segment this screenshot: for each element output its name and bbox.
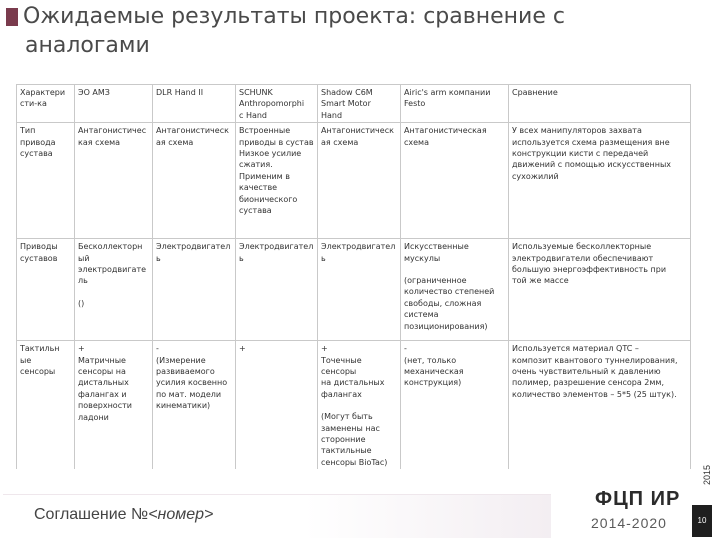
cell-text-line: (ограниченное xyxy=(404,276,467,286)
title-accent-bar xyxy=(6,8,18,26)
cell-text-line: бионического xyxy=(239,194,298,204)
table-header-cell xyxy=(75,85,153,123)
cell-text-line: очень чувствительный к давлению xyxy=(512,367,661,377)
cell-text-line: количество элементов – 5*5 (25 штук). xyxy=(512,389,677,399)
cell-text-line: ая схема xyxy=(156,137,194,147)
cell-text-line: той же массе xyxy=(512,276,569,286)
cell-text-line: привода xyxy=(20,137,56,147)
cell-text-line: количество степеней xyxy=(404,287,495,297)
page-title-line-2: аналогами xyxy=(25,33,150,58)
side-year-label: 2015 xyxy=(702,464,712,485)
cell-text-line: сустава xyxy=(239,206,272,216)
cell-text-line: + xyxy=(239,344,246,354)
table-cell xyxy=(318,341,401,470)
table-cell xyxy=(401,123,509,239)
cell-text-line: кинематики) xyxy=(156,401,211,411)
cell-text-line: Бесколлекторн xyxy=(78,242,143,252)
cell-text-line: на дистальных xyxy=(321,378,385,388)
cell-text-line: ь xyxy=(156,253,161,263)
footer xyxy=(0,484,720,540)
cell-text-line: SCHUNK xyxy=(239,88,273,97)
cell-text-line: система xyxy=(404,310,439,320)
table-cell xyxy=(17,123,75,239)
table-cell xyxy=(236,239,318,341)
cell-text-line: Тип xyxy=(20,126,36,136)
table-cell xyxy=(236,123,318,239)
cell-text-line: (Измерение xyxy=(156,355,206,365)
cell-text-line xyxy=(78,287,150,298)
cell-text-line: (нет, только xyxy=(404,355,457,365)
cell-text-line: фалангах xyxy=(321,389,362,399)
cell-text-line: большую энергоэффективность при xyxy=(512,265,667,275)
cell-text-line: - xyxy=(404,344,407,354)
cell-text-line: сенсоры на xyxy=(78,367,126,377)
cell-text-line: - xyxy=(156,344,159,354)
table-row xyxy=(17,123,691,239)
cell-text-line: Характери xyxy=(20,88,66,97)
cell-text-line: ладони xyxy=(78,412,109,422)
cell-text-line: Антагонистичес xyxy=(78,126,147,136)
cell-text-line: полимер, разрешение сенсора 2мм, xyxy=(512,378,664,388)
cell-text-line: сустава xyxy=(20,149,53,159)
cell-text-line: Матричные xyxy=(78,355,126,365)
agreement-prefix: Соглашение № xyxy=(34,506,149,523)
program-years: 2014-2020 xyxy=(591,515,667,531)
cell-text-line: конструкции кисти с передачей xyxy=(512,149,649,159)
cell-text-line: Приводы xyxy=(20,242,58,252)
cell-text-line: электродвигате xyxy=(78,265,147,275)
cell-text-line: сенсоры BioTac) xyxy=(321,457,388,467)
table-cell xyxy=(509,123,691,239)
table-header-cell xyxy=(236,85,318,123)
cell-text-line: Антагонистическая xyxy=(404,126,487,136)
cell-text-line: Точечные xyxy=(321,355,362,365)
table-header-cell xyxy=(509,85,691,123)
table-header-cell xyxy=(318,85,401,123)
cell-text-line: + xyxy=(321,344,328,354)
cell-text-line: движений с помощью искусственных xyxy=(512,160,672,170)
page-title xyxy=(23,2,683,60)
cell-text-line: сторонние xyxy=(321,435,366,445)
cell-text-line: используется схема размещения вне xyxy=(512,137,670,147)
cell-text-line: ые xyxy=(20,355,32,365)
table-cell xyxy=(509,239,691,341)
cell-text-line: конструкция) xyxy=(404,378,462,388)
cell-text-line: усилия косвенно xyxy=(156,378,228,388)
table-cell xyxy=(318,239,401,341)
program-logo: ФЦП ИР xyxy=(595,488,681,510)
cell-text-line: c Hand xyxy=(239,110,268,120)
cell-text-line: DLR Hand II xyxy=(156,88,204,97)
cell-text-line: ль xyxy=(78,276,88,286)
cell-text-line: электродвигатели обеспечивают xyxy=(512,253,654,263)
cell-text-line: Применим в xyxy=(239,171,290,181)
cell-text-line: ая схема xyxy=(321,137,359,147)
cell-text-line: сухожилий xyxy=(512,171,559,181)
cell-text-line: Hand xyxy=(321,110,343,120)
cell-text-line: Низкое усилие xyxy=(239,149,302,159)
table-cell xyxy=(236,341,318,470)
cell-text-line: свободы, сложная xyxy=(404,298,482,308)
cell-text-line: У всех манипуляторов захвата xyxy=(512,126,642,136)
cell-text-line: фалангах и xyxy=(78,389,127,399)
cell-text-line: Электродвигател xyxy=(156,242,231,252)
table-cell xyxy=(509,341,691,470)
cell-text-line: механическая xyxy=(404,367,464,377)
table-cell xyxy=(17,341,75,470)
cell-text-line: Антагонистическ xyxy=(156,126,229,136)
table-cell xyxy=(153,239,236,341)
agreement-number: <номер> xyxy=(148,506,214,523)
cell-text-line: Festo xyxy=(404,99,426,109)
table-header-cell xyxy=(17,85,75,123)
cell-text-line: ь xyxy=(239,253,244,263)
cell-text-line xyxy=(321,400,398,411)
cell-text-line: кая схема xyxy=(78,137,121,147)
table-cell xyxy=(401,341,509,470)
cell-text-line: Антагонистическ xyxy=(321,126,394,136)
cell-text-line: качестве xyxy=(239,183,278,193)
cell-text-line: сенсоры xyxy=(20,367,56,377)
table-header-row xyxy=(17,85,691,123)
cell-text-line: Искусственные xyxy=(404,242,469,252)
cell-text-line: ь xyxy=(321,253,326,263)
agreement-text xyxy=(34,506,213,524)
cell-text-line: (Могут быть xyxy=(321,412,373,422)
cell-text-line: суставов xyxy=(20,253,58,263)
cell-text-line: Тактильн xyxy=(20,344,60,354)
table-cell xyxy=(17,239,75,341)
cell-text-line: мускулы xyxy=(404,253,441,263)
cell-text-line: + xyxy=(78,344,85,354)
cell-text-line: дистальных xyxy=(78,378,129,388)
table-row xyxy=(17,341,691,470)
table-row xyxy=(17,239,691,341)
cell-text-line: Используется материал QTC – xyxy=(512,344,639,354)
cell-text-line: сжатия. xyxy=(239,160,273,170)
page-title-line-1: Ожидаемые результаты проекта: сравнение с xyxy=(23,4,565,29)
cell-text-line: Airic's arm компании xyxy=(404,88,491,97)
comparison-table xyxy=(16,84,691,469)
cell-text-line: () xyxy=(78,298,85,308)
cell-text-line xyxy=(404,264,506,275)
cell-text-line: тактильные xyxy=(321,446,372,456)
cell-text-line: Shadow C6M xyxy=(321,88,373,97)
cell-text-line: Используемые бесколлекторные xyxy=(512,242,652,252)
table-cell xyxy=(75,123,153,239)
cell-text-line: Электродвигател xyxy=(321,242,396,252)
cell-text-line: схема xyxy=(404,137,429,147)
cell-text-line: развиваемого xyxy=(156,367,215,377)
table-cell xyxy=(401,239,509,341)
cell-text-line: Anthropomorphi xyxy=(239,99,305,109)
table-cell xyxy=(153,123,236,239)
table-cell xyxy=(75,239,153,341)
cell-text-line: ЭО АМЗ xyxy=(78,88,110,97)
cell-text-line: Встроенные xyxy=(239,126,291,136)
cell-text-line: Сравнение xyxy=(512,88,558,97)
cell-text-line: сенсоры xyxy=(321,367,357,377)
cell-text-line: заменены нас xyxy=(321,423,380,433)
cell-text-line: приводы в сустав xyxy=(239,137,314,147)
table-cell xyxy=(75,341,153,470)
table-header-cell xyxy=(153,85,236,123)
page-number-badge: 10 xyxy=(692,505,712,537)
table-cell xyxy=(318,123,401,239)
cell-text-line: ый xyxy=(78,253,90,263)
cell-text-line: сти-ка xyxy=(20,99,47,109)
cell-text-line: Электродвигател xyxy=(239,242,314,252)
cell-text-line: по мат. модели xyxy=(156,389,222,399)
cell-text-line: Smart Motor xyxy=(321,99,371,109)
cell-text-line: композит квантового туннелирования, xyxy=(512,355,678,365)
cell-text-line: поверхности xyxy=(78,401,132,411)
cell-text-line: позиционирования) xyxy=(404,321,488,331)
table-header-cell xyxy=(401,85,509,123)
table-cell xyxy=(153,341,236,470)
